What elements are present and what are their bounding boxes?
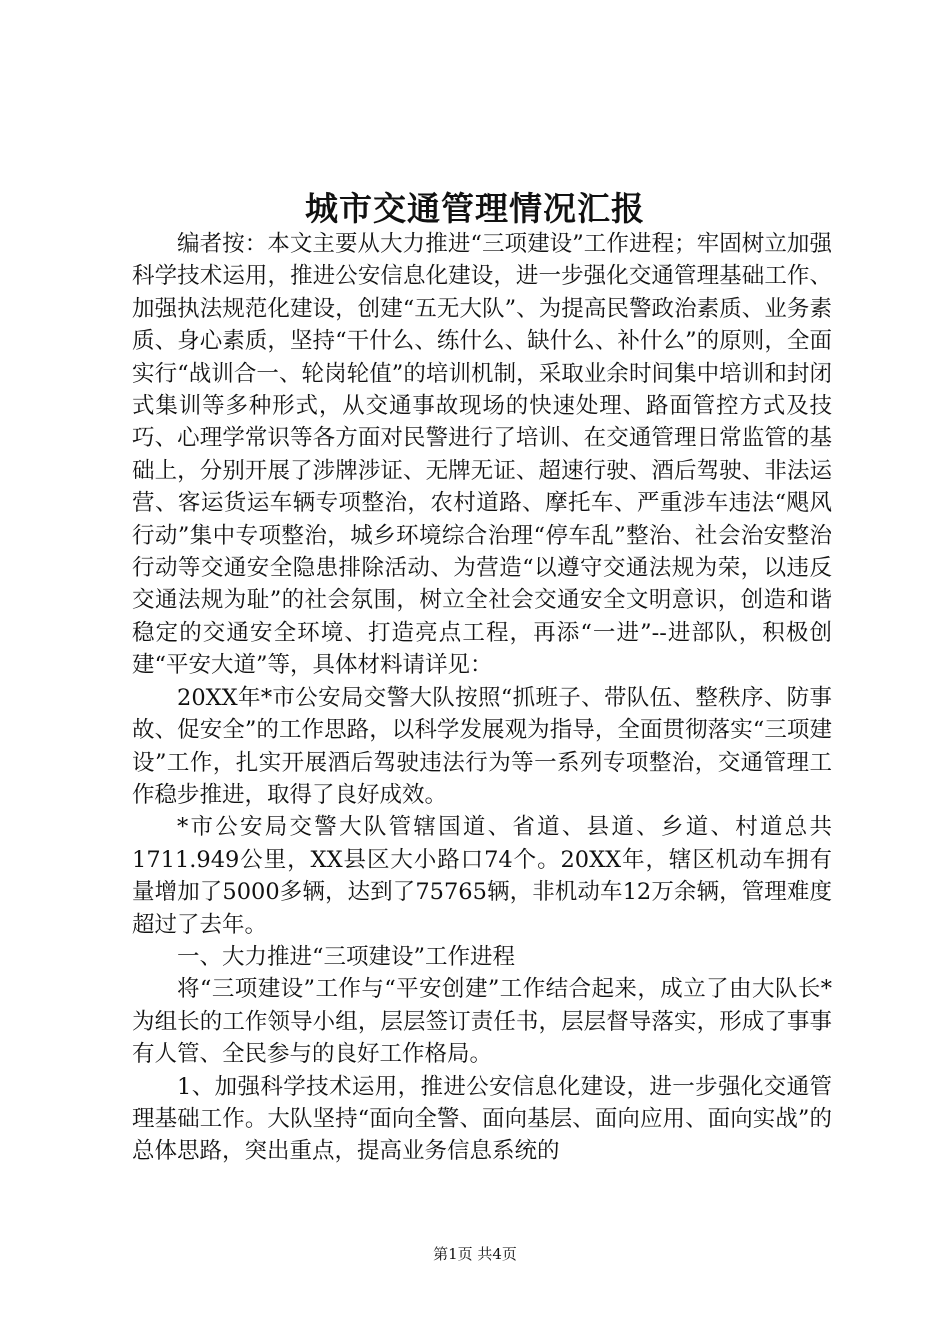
paragraph-editor-note: 编者按：本文主要从大力推进“三项建设”工作进程；牢固树立加强科学技术运用，推进公安信息化建设，进一步强化交通管理基础工作、加强执法规范化建设，创建“五无大队”、为提高民警政治素质、业务素质、身心素质，坚持“干什么、练什么、缺什么、补什么”的原则，全面实行“战训合一、轮岗轮值”的培训机制，采取业余时间集中培训和封闭式集训等多种形式，从交通事故现场的快速处理、路面管控方式及技巧、心理学常识等各方面对民警进行了培训、在交通管理日常监管的基础上，分别开展了涉牌涉证、无牌无证、超速行驶、酒后驾驶、非法运营、客运货运车辆专项整治，农村道路、摩托车、严重涉车违法“飓风行动”集中专项整治，城乡环境综合治理“停车乱”整治、社会治安整治行动等交通安全隐患排除活动、为营造“以遵守交通法规为荣，以违反交通法规为耻”的社会氛围，树立全社会交通安全文明意识，创造和谐稳定的交通安全环境、打造亮点工程，再添“一进”--进部队，积极创建“平安大道”等，具体材料请详见：: [132, 231, 832, 679]
page-number-footer: 第1页 共4页: [433, 1245, 517, 1263]
paragraph-jurisdiction: *市公安局交警大队管辖国道、省道、县道、乡道、村道总共1711.949公里，XX县区大小路口74个。20XX年，辖区机动车拥有量增加了5000多辆，达到了75765辆，非机动车12万余辆，管理难度超过了去年。: [132, 814, 832, 938]
paragraph-intro: 20XX年*市公安局交警大队按照“抓班子、带队伍、整秩序、防事故、促安全”的工作思路，以科学发展观为指导，全面贯彻落实“三项建设”工作，扎实开展酒后驾驶违法行为等一系列专项整治，交通管理工作稳步推进，取得了良好成效。: [132, 684, 832, 808]
section-heading-1: 一、大力推进“三项建设”工作进程: [177, 943, 516, 970]
document-title: 城市交通管理情况汇报: [305, 189, 645, 228]
document-body: [132, 228, 832, 1168]
paragraph-subsection-1: 1、加强科学技术运用，推进公安信息化建设，进一步强化交通管理基础工作。大队坚持“面向全警、面向基层、面向应用、面向实战”的总体思路，突出重点，提高业务信息系统的: [132, 1073, 832, 1165]
paragraph-section-1: 将“三项建设”工作与“平安创建”工作结合起来，成立了由大队长*为组长的工作领导小组，层层签订责任书，层层督导落实，形成了事事有人管、全民参与的良好工作格局。: [132, 976, 832, 1068]
